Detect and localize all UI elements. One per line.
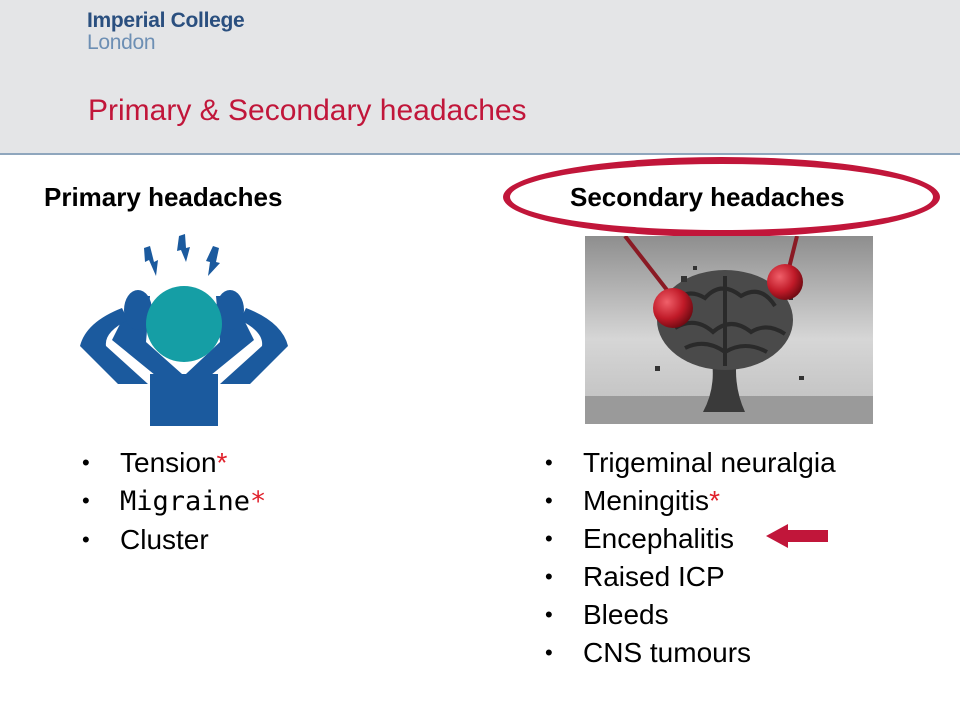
bullet: • [82,450,90,475]
slide-header [0,0,960,155]
brain-with-wrecking-balls-image [585,236,873,424]
list-item [545,558,836,596]
imperial-college-logo [87,10,244,54]
primary-heading: Primary headaches [44,182,283,212]
bullet: • [545,450,553,475]
asterisk: * [709,485,720,516]
asterisk: * [250,486,267,517]
lightning-bolt-icon [144,234,220,276]
secondary-heading: Secondary headaches [570,182,845,212]
primary-list [82,444,266,559]
list-item [82,482,266,521]
item-label: Raised ICP [583,561,725,592]
bullet: • [545,526,553,551]
list-item [545,634,836,672]
bullet: • [545,640,553,665]
item-label: Tension [120,447,217,478]
left-arrow-icon [766,524,830,548]
bullet: • [545,602,553,627]
item-label: Bleeds [583,599,669,630]
list-item [545,596,836,634]
list-item [82,444,266,482]
highlight-ellipse [503,157,940,237]
bullet: • [82,488,90,513]
item-label: Migraine [120,486,251,517]
bullet: • [545,564,553,589]
logo-line1: Imperial College [87,9,245,32]
bullet: • [82,527,90,552]
bullet: • [545,488,553,513]
item-label: Trigeminal neuralgia [583,447,836,478]
item-label: Encephalitis [583,523,734,554]
logo-line2: London [87,31,156,54]
item-label: Meningitis [583,485,710,516]
secondary-list [545,444,836,672]
list-item [545,482,836,520]
slide-title: Primary & Secondary headaches [88,94,527,127]
asterisk: * [216,447,228,478]
item-label: Cluster [120,524,209,555]
list-item [545,444,836,482]
item-label: CNS tumours [583,637,752,668]
person-holding-head-icon [78,234,290,426]
list-item [82,521,266,559]
